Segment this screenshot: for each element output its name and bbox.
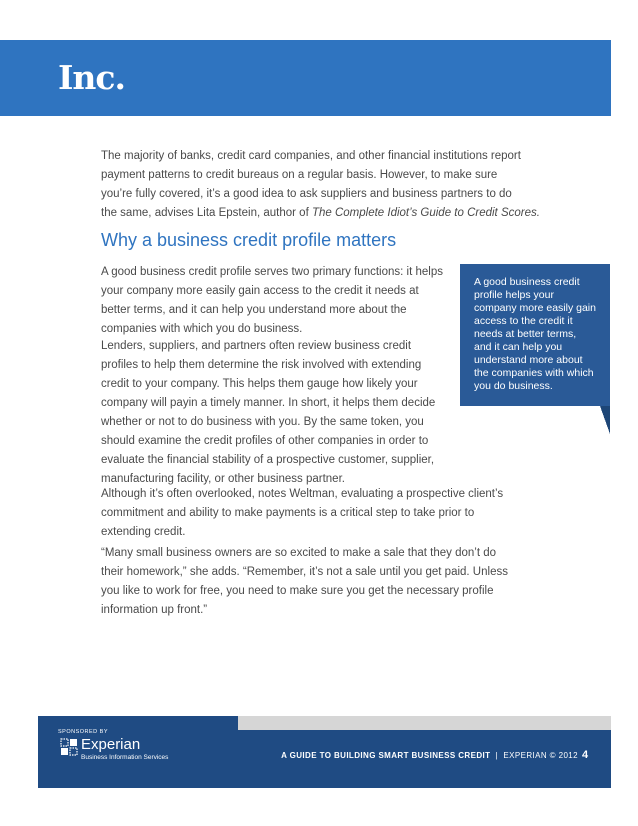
footer-copyright: EXPERIAN © 2012 [503, 751, 578, 760]
guide-title: A GUIDE TO BUILDING SMART BUSINESS CREDIT [281, 751, 491, 760]
page-number: 4 [582, 749, 589, 761]
pull-quote-fold [600, 406, 610, 434]
intro-line: the same, advises Lita Epstein, author of [101, 207, 312, 219]
inc-logo: Inc. [58, 58, 126, 97]
pull-quote-text: A good business credit profile helps your company more easily gain access to the credit it needs at better terms, and it can help you understand more about the companies with which you do business. [474, 276, 596, 392]
sponsor-name: Experian [81, 736, 141, 753]
sponsor-subtitle: Business Information Services [81, 754, 169, 761]
footer-separator: | [495, 751, 499, 760]
section-heading: Why a business credit profile matters [101, 230, 397, 250]
paragraph-functions: A good business credit profile serves two primary functions: it helps your company more easily gain access to the credit it needs at better terms, and it can help you understand more about the companies with which you do business. [101, 266, 443, 335]
footer-guide-title [268, 750, 578, 762]
intro-line: The majority of banks, credit card companies, and other financial institutions report [101, 150, 521, 162]
intro-line: you’re fully covered, it’s a good idea to ask suppliers and business partners to do [101, 188, 512, 200]
book-title: The Complete Idiot’s Guide to Credit Scores. [311, 207, 540, 219]
sponsored-label: SPONSORED BY [58, 729, 109, 735]
experian-logo-icon [60, 738, 78, 756]
paragraph-overlooked: Although it’s often overlooked, notes Weltman, evaluating a prospective client’s commitment and ability to make payments is a critical step to take prior to extending credit. [101, 488, 504, 538]
intro-paragraph [101, 147, 541, 223]
intro-line: payment patterns to credit bureaus on a regular basis. However, to make sure [101, 169, 498, 181]
paragraph-lenders: Lenders, suppliers, and partners often review business credit profiles to help them determine the risk involved with extending credit to your company. This helps them gauge how likely your company will payin a timely manner. In short, it helps them decide whether or not to do business with you. By the same token, you should examine the credit profiles of other companies in order to evaluate the financial stability of a prospective customer, supplier, manufacturing facility, or other business partner. [101, 340, 436, 485]
paragraph-quote: “Many small business owners are so excited to make a sale that they don’t do their homework,” she adds. “Remember, it’s not a sale until you get paid. Unless you like to work for free, you need to make sure you get the necessary profile information up front.” [101, 547, 508, 616]
